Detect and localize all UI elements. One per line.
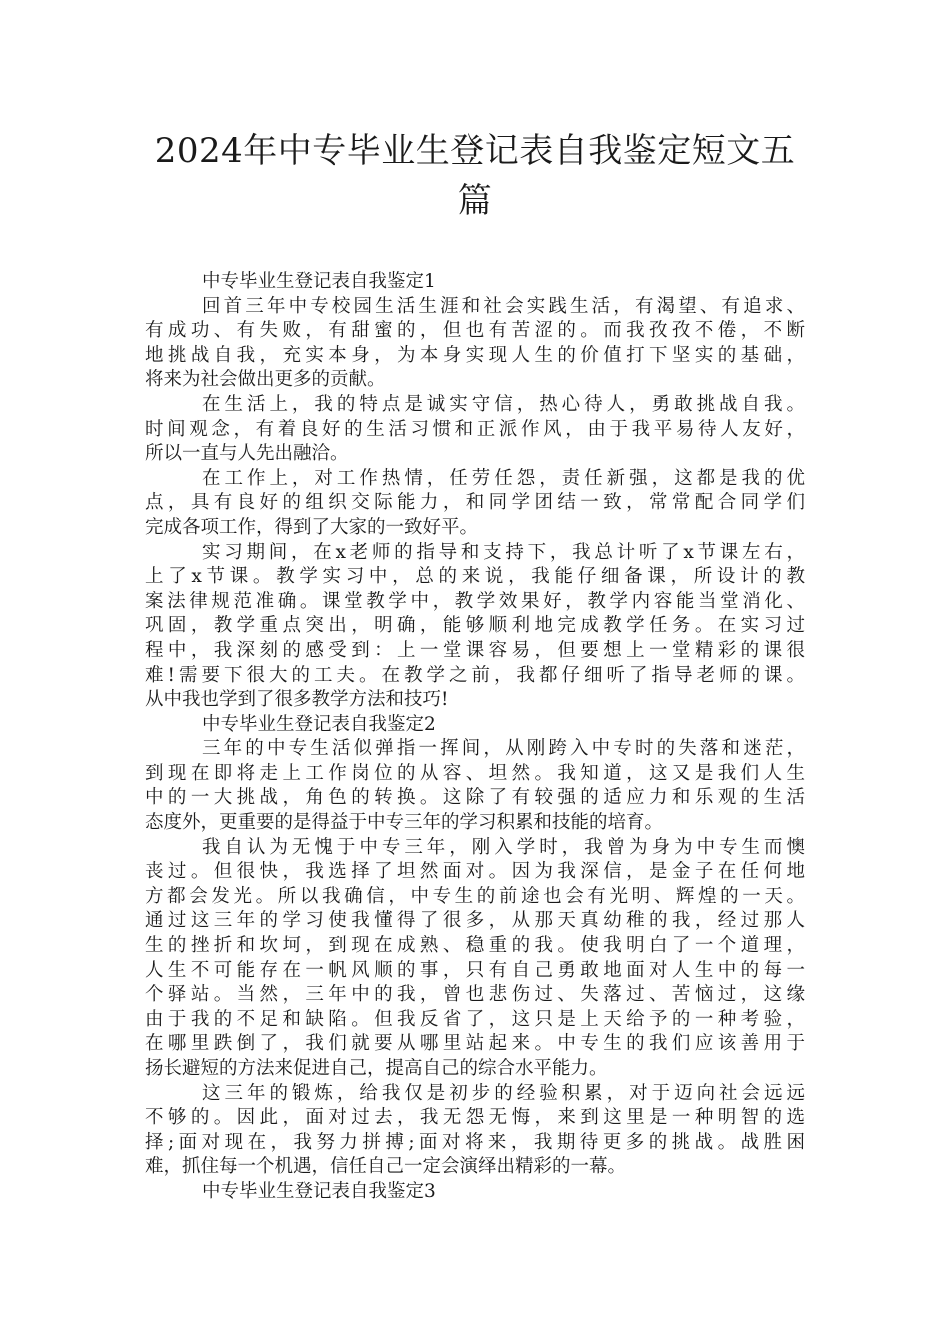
document-body [145,270,805,1205]
section-heading-3: 中专毕业生登记表自我鉴定3 [202,1180,436,1202]
paragraph-line: 地挑战自我，充实本身，为本身实现人生的价值打下坚实的基础， [145,344,805,366]
section-heading-1: 中专毕业生登记表自我鉴定1 [202,271,436,292]
paragraph-line: 点，具有良好的组织交际能力，和同学团结一致，常常配合同学们 [145,492,805,514]
paragraph-line: 人生不可能存在一帆风顺的事，只有自己勇敢地面对人生中的每一 [145,959,805,981]
paragraph-line: 三年的中专生活似弹指一挥间，从刚跨入中专时的失落和迷茫， [202,738,805,760]
paragraph-line: 丧过。但很快，我选择了坦然面对。因为我深信，是金子在任何地 [145,861,805,883]
paragraph-line: 在生活上，我的特点是诚实守信，热心待人，勇敢挑战自我。 [202,393,805,415]
paragraph-line: 不够的。因此，面对过去，我无怨无悔，来到这里是一种明智的选 [145,1107,805,1129]
paragraph-line: 中的一大挑战，角色的转换。这除了有较强的适应力和乐观的生活 [145,787,805,809]
paragraph-line: 案法律规范准确。课堂教学中，教学效果好，教学内容能当堂消化、 [145,590,805,612]
paragraph-line: 上了x节课。教学实习中，总的来说，我能仔细备课，所设计的教 [145,566,805,588]
paragraph-line: 在工作上，对工作热情，任劳任怨，责任新强，这都是我的优 [202,467,805,489]
title-line-2: 篇 [457,181,493,221]
paragraph-line: 择;面对现在，我努力拼搏;面对将来，我期待更多的挑战。战胜困 [145,1131,805,1153]
paragraph-line: 由于我的不足和缺陷。但我反省了，这只是上天给予的一种考验， [145,1008,805,1030]
paragraph-line: 态度外，更重要的是得益于中专三年的学习积累和技能的培育。 [145,812,664,834]
paragraph-line: 有成功、有失败，有甜蜜的，但也有苦涩的。而我孜孜不倦，不断 [145,320,805,342]
paragraph-line: 方都会发光。所以我确信，中专生的前途也会有光明、辉煌的一天。 [145,885,805,907]
paragraph-line: 扬长避短的方法来促进自己，提高自己的综合水平能力。 [145,1058,608,1079]
paragraph-line: 在哪里跌倒了，我们就要从哪里站起来。中专生的我们应该善用于 [145,1033,805,1055]
title-line-1: 2024年中专毕业生登记表自我鉴定短文五 [154,131,796,171]
paragraph-line: 通过这三年的学习使我懂得了很多，从那天真幼稚的我，经过那人 [145,910,805,932]
paragraph-line: 回首三年中专校园生活生涯和社会实践生活，有渴望、有追求、 [202,295,805,317]
paragraph-line: 将来为社会做出更多的贡献。 [145,369,386,391]
paragraph-line: 难!需要下很大的工夫。在教学之前，我都仔细听了指导老师的课。 [145,664,805,686]
paragraph-line: 所以一直与人先出融洽。 [145,443,349,465]
paragraph-line: 这三年的锻炼，给我仅是初步的经验积累，对于迈向社会远远 [202,1082,805,1104]
paragraph-line: 我自认为无愧于中专三年，刚入学时，我曾为身为中专生而懊 [202,836,805,858]
paragraph-line: 完成各项工作，得到了大家的一致好平。 [145,516,479,538]
paragraph-line: 个驿站。当然，三年中的我，曾也悲伤过、失落过、苦恼过，这缘 [145,984,805,1006]
section-heading-2: 中专毕业生登记表自我鉴定2 [202,713,436,735]
paragraph-line: 程中，我深刻的感受到：上一堂课容易，但要想上一堂精彩的课很 [145,639,805,661]
paragraph-line: 时间观念，有着良好的生活习惯和正派作风，由于我平易待人友好， [145,418,805,440]
paragraph-line: 从中我也学到了很多教学方法和技巧! [145,689,449,711]
paragraph-line: 难，抓住每一个机遇，信任自己一定会演绎出精彩的一幕。 [145,1156,627,1178]
page-title [130,126,820,226]
paragraph-line: 到现在即将走上工作岗位的从容、坦然。我知道，这又是我们人生 [145,762,805,784]
paragraph-line: 巩固，教学重点突出，明确，能够顺利地完成教学任务。在实习过 [145,615,805,637]
paragraph-line: 生的挫折和坎坷，到现在成熟、稳重的我。使我明白了一个道理， [145,935,805,957]
paragraph-line: 实习期间，在x老师的指导和支持下，我总计听了x节课左右， [202,541,805,563]
